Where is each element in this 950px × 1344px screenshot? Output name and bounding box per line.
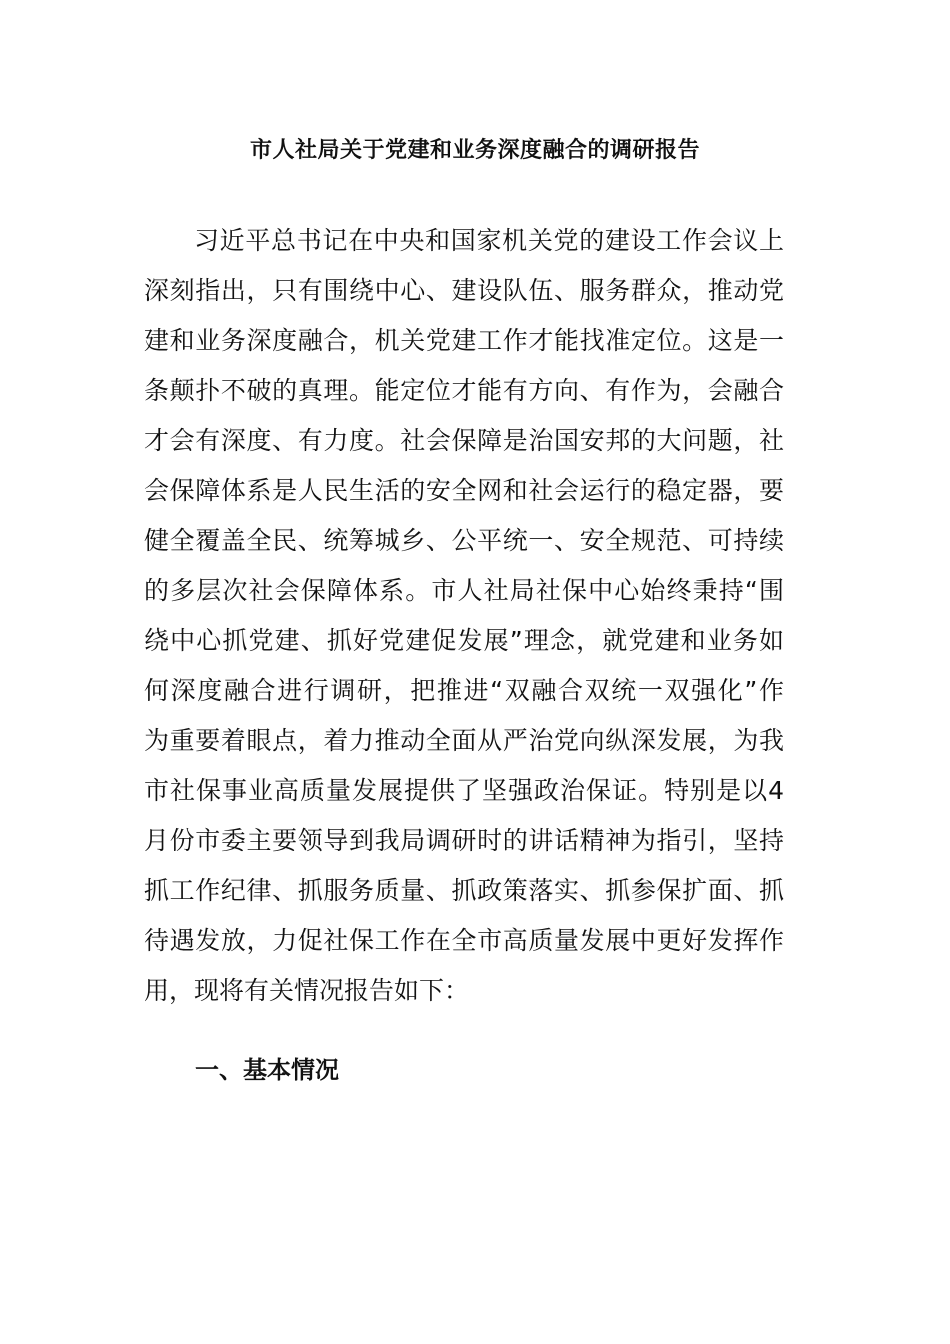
paragraph-line: 习近平总书记在中央和国家机关党的建设工作会议上	[194, 226, 784, 255]
paragraph-line: 才会有深度、有力度。社会保障是治国安邦的大问题，社	[144, 426, 784, 455]
section-heading: 一、基本情况	[195, 1056, 339, 1084]
intro-paragraph	[144, 216, 784, 1016]
paragraph-line: 会保障体系是人民生活的安全网和社会运行的稳定器，要	[144, 476, 784, 505]
paragraph-line: 的多层次社会保障体系。市人社局社保中心始终秉持“围	[144, 576, 784, 605]
paragraph-line: 条颠扑不破的真理。能定位才能有方向、有作为，会融合	[144, 376, 784, 405]
paragraph-line: 何深度融合进行调研，把推进“双融合双统一双强化”作	[144, 676, 784, 705]
paragraph-line: 抓工作纪律、抓服务质量、抓政策落实、抓参保扩面、抓	[144, 876, 784, 905]
paragraph-line: 健全覆盖全民、统筹城乡、公平统一、安全规范、可持续	[144, 526, 784, 555]
paragraph-line: 深刻指出，只有围绕中心、建设队伍、服务群众，推动党	[144, 276, 784, 305]
paragraph-line: 建和业务深度融合，机关党建工作才能找准定位。这是一	[144, 326, 784, 355]
paragraph-line: 用，现将有关情况报告如下：	[144, 976, 470, 1005]
paragraph-line: 待遇发放，力促社保工作在全市高质量发展中更好发挥作	[144, 926, 784, 955]
paragraph-line: 绕中心抓党建、抓好党建促发展”理念，就党建和业务如	[144, 626, 784, 655]
paragraph-line: 月份市委主要领导到我局调研时的讲话精神为指引，坚持	[144, 826, 784, 855]
document-title: 市人社局关于党建和业务深度融合的调研报告	[249, 138, 700, 163]
paragraph-line: 为重要着眼点，着力推动全面从严治党向纵深发展，为我	[144, 726, 784, 755]
paragraph-line: 市社保事业高质量发展提供了坚强政治保证。特别是以4	[144, 776, 784, 805]
